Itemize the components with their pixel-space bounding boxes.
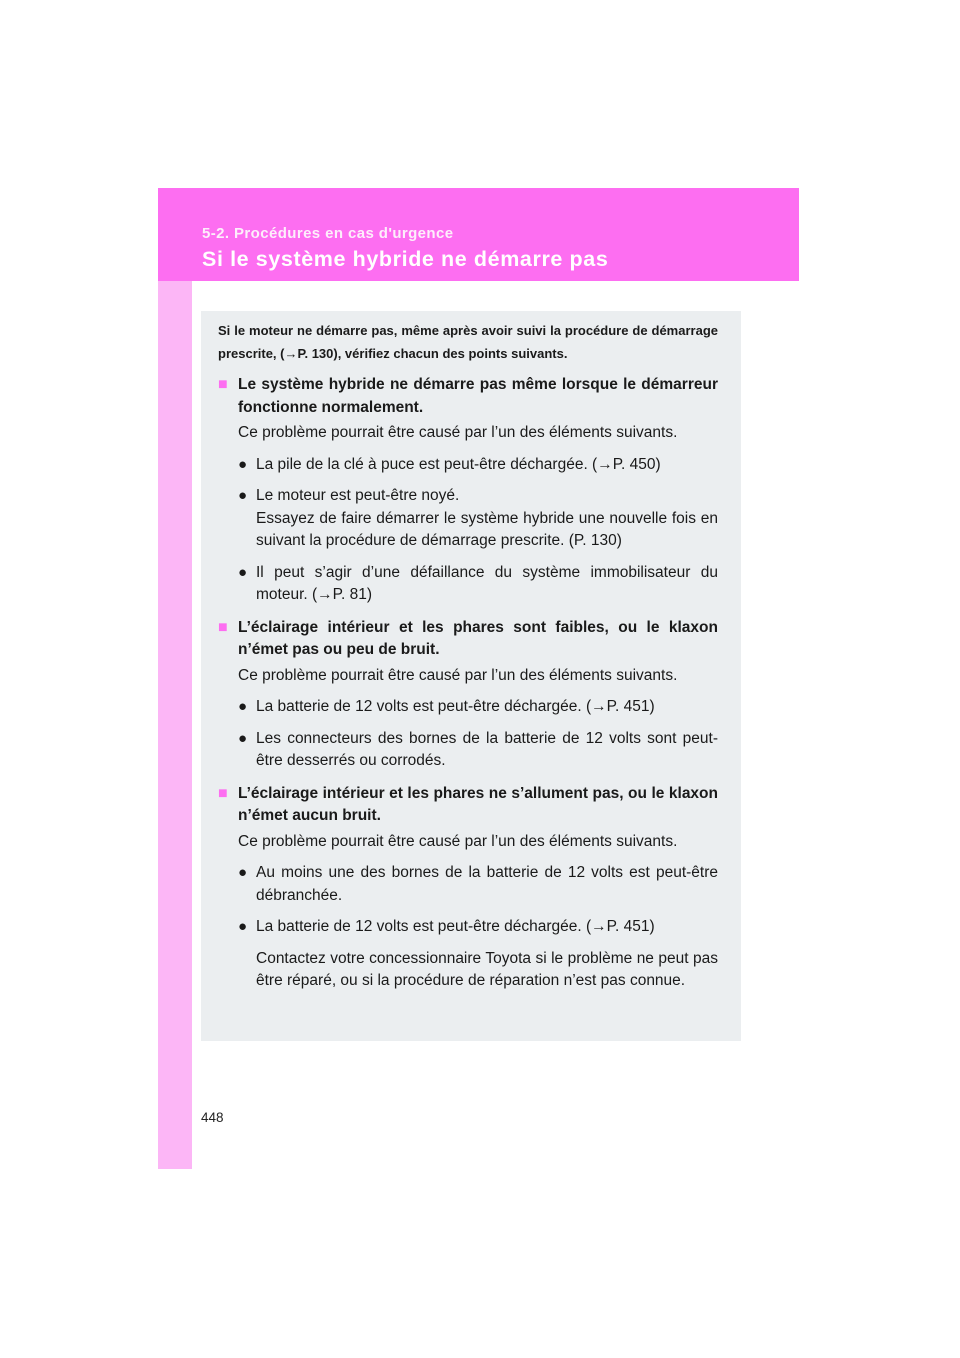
list-item-extra-text: Essayez de faire démarrer le système hybride une nouvelle fois en suivant la procédure de démarrage prescrite. (P. 130)	[256, 509, 718, 549]
page-title: Si le système hybride ne démarre pas	[202, 247, 609, 271]
square-bullet-icon: ■	[218, 618, 228, 636]
list-item	[238, 696, 718, 719]
list-item-text: La pile de la clé à puce est peut-être déchargée. (→P. 450)	[256, 455, 661, 473]
round-bullet-icon: ●	[238, 455, 248, 473]
list-item-text: Le moteur est peut-être noyé.	[256, 487, 460, 504]
list-item-text: La batterie de 12 volts est peut-être déchargée. (→P. 451)	[256, 698, 655, 715]
cause-text: Ce problème pourrait être causé par l’un des éléments suivants.	[238, 832, 678, 850]
list-item	[238, 562, 718, 607]
advice-text: Contactez votre concessionnaire Toyota si le problème ne peut pas être réparé, ou si la procédure de réparation n’est pas connue.	[256, 949, 718, 989]
list-item	[238, 728, 718, 773]
round-bullet-icon: ●	[238, 487, 248, 504]
topic-title: Le système hybride ne démarre pas même lorsque le démarreur fonctionne normalement.	[238, 376, 718, 416]
topic-heading-2	[218, 617, 718, 662]
round-bullet-icon: ●	[238, 918, 248, 935]
section-label: 5-2. Procédures en cas d'urgence	[202, 225, 454, 242]
topic-heading-1	[218, 374, 718, 419]
square-bullet-icon: ■	[218, 784, 228, 802]
list-item-text: Les connecteurs des bornes de la batterie de 12 volts sont peut-être desserrés ou corrodés.	[256, 729, 718, 769]
round-bullet-icon: ●	[238, 563, 248, 581]
page-number: 448	[201, 1110, 224, 1125]
topic-title: L’éclairage intérieur et les phares sont faibles, ou le klaxon n’émet pas ou peu de bruit.	[238, 618, 718, 658]
round-bullet-icon: ●	[238, 864, 248, 881]
list-item	[238, 485, 718, 553]
cause-text: Ce problème pourrait être causé par l’un des éléments suivants.	[238, 424, 678, 441]
content	[218, 319, 718, 993]
list-item	[238, 916, 718, 939]
round-bullet-icon: ●	[238, 698, 248, 715]
topic-heading-3	[218, 783, 718, 828]
list-item	[238, 454, 718, 477]
list-item-text: Il peut s’agir d’une défaillance du système immobilisateur du moteur. (→P. 81)	[256, 563, 718, 603]
side-strip	[158, 188, 192, 1169]
round-bullet-icon: ●	[238, 729, 248, 747]
list-item-text: Au moins une des bornes de la batterie de 12 volts est peut-être débranchée.	[256, 864, 718, 904]
intro-text: Si le moteur ne démarre pas, même après avoir suivi la procédure de démarrage prescrite, (→P. 130), vérifiez chacun des points suivants.	[218, 323, 718, 361]
topic-title: L’éclairage intérieur et les phares ne s’allument pas, ou le klaxon n’émet aucun bruit.	[238, 784, 718, 824]
list-item-text: La batterie de 12 volts est peut-être déchargée. (→P. 451)	[256, 918, 655, 935]
list-item	[238, 862, 718, 907]
cause-text: Ce problème pourrait être causé par l’un des éléments suivants.	[238, 666, 678, 684]
square-bullet-icon: ■	[218, 376, 228, 393]
